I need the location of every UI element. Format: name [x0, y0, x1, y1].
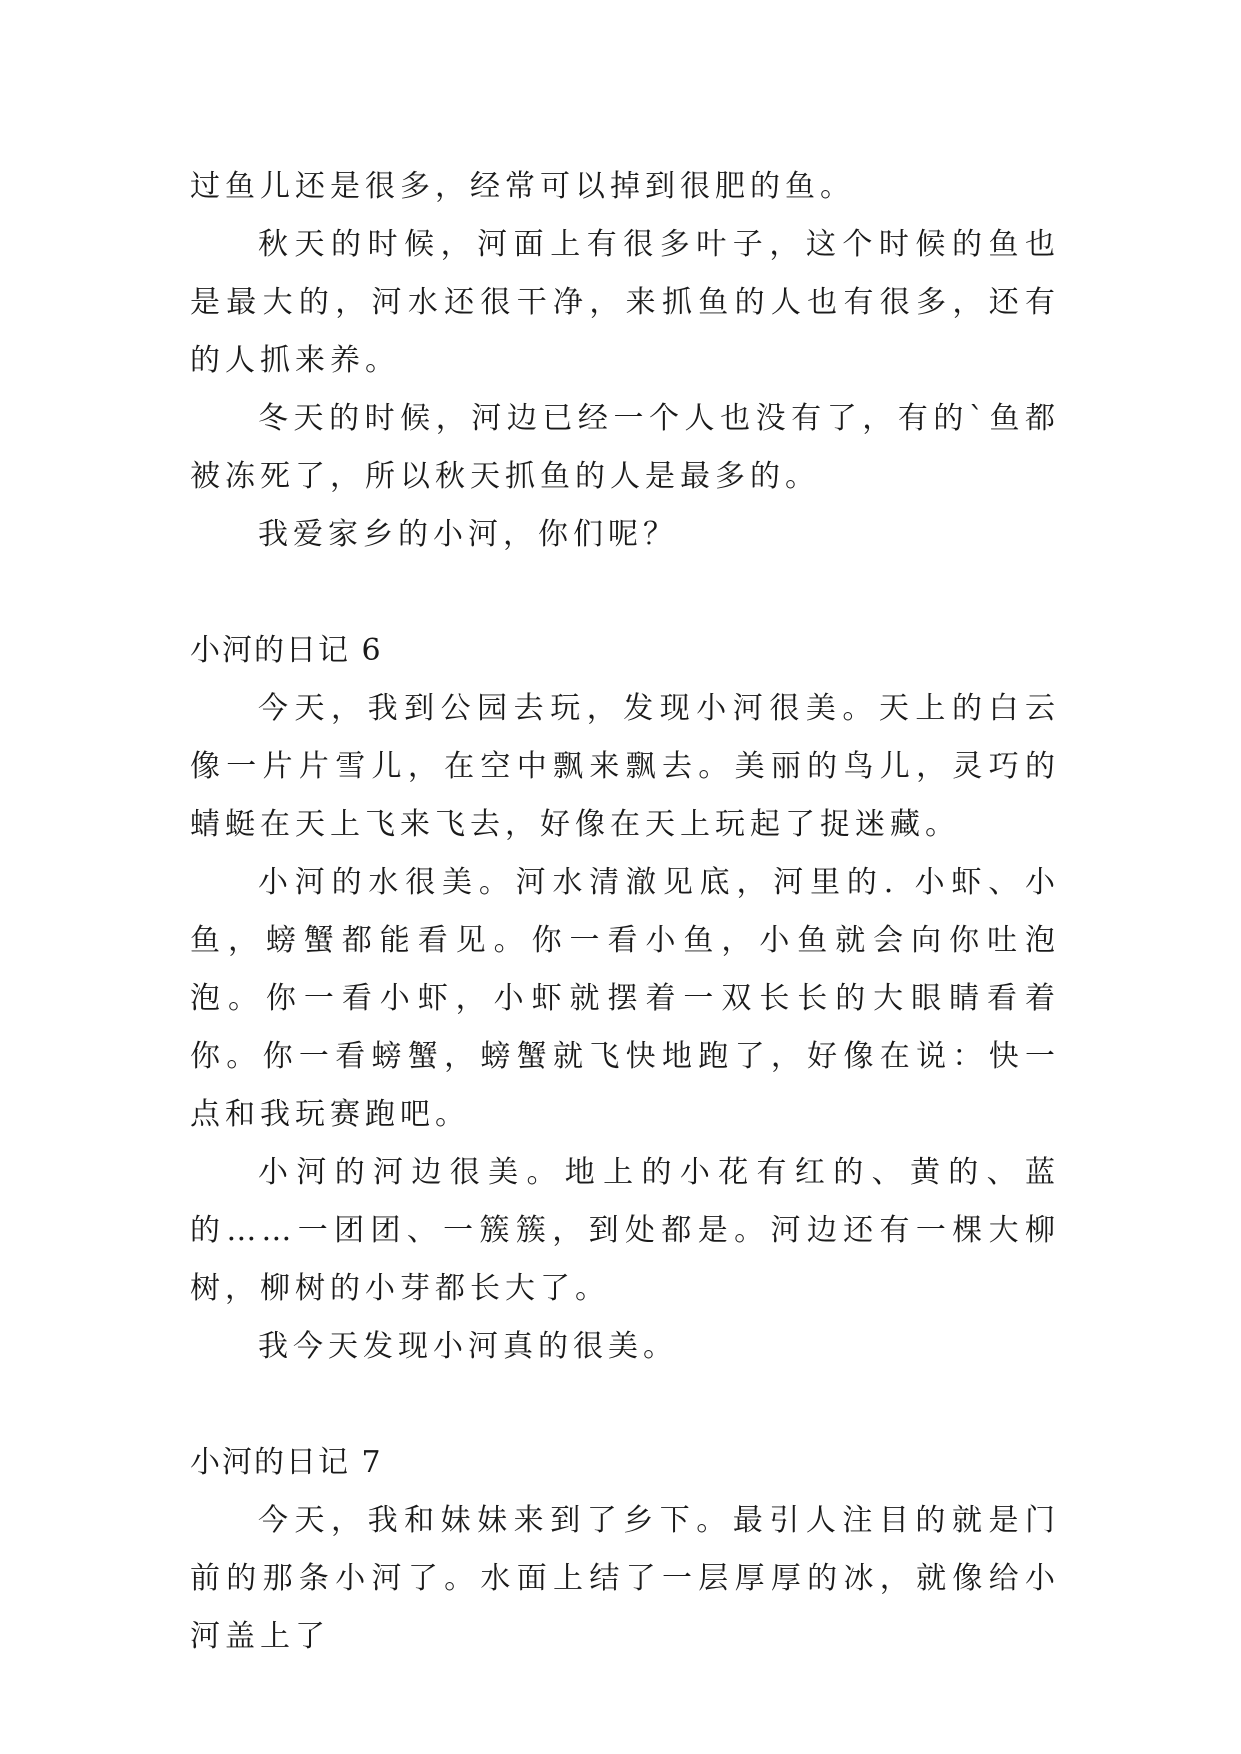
paragraph: 我今天发现小河真的很美。 [258, 1329, 678, 1364]
document-body [190, 158, 1060, 1666]
paragraph: 秋天的时候，河面上有很多叶子，这个时候的鱼也是最大的，河水还很干净，来抓鱼的人也有很多，还有的人抓来养。 [190, 227, 1060, 378]
paragraph: 今天，我和妹妹来到了乡下。最引人注目的就是门前的那条小河了。水面上结了一层厚厚的冰，就像给小河盖上了 [190, 1503, 1060, 1654]
paragraph: 过鱼儿还是很多，经常可以掉到很肥的鱼。 [190, 169, 855, 204]
section-spacer [190, 1376, 1060, 1434]
paragraph: 小河的河边很美。地上的小花有红的、黄的、蓝的……一团团、一簇簇，到处都是。河边还有一棵大柳树，柳树的小芽都长大了。 [190, 1155, 1060, 1306]
section-title: 小河的日记 7 [190, 1445, 383, 1480]
paragraph: 冬天的时候，河边已经一个人也没有了，有的`鱼都被冻死了，所以秋天抓鱼的人是最多的。 [190, 401, 1060, 494]
section-title: 小河的日记 6 [190, 633, 383, 668]
section-spacer [190, 564, 1060, 622]
paragraph: 我爱家乡的小河，你们呢？ [258, 517, 678, 552]
paragraph: 今天，我到公园去玩，发现小河很美。天上的白云像一片片雪儿，在空中飘来飘去。美丽的鸟儿，灵巧的蜻蜓在天上飞来飞去，好像在天上玩起了捉迷藏。 [190, 691, 1060, 842]
paragraph: 小河的水很美。河水清澈见底，河里的. 小虾、小鱼，螃蟹都能看见。你一看小鱼，小鱼就会向你吐泡泡。你一看小虾，小虾就摆着一双长长的大眼睛看着你。你一看螃蟹，螃蟹就飞快地跑了，好像在说：快一点和我玩赛跑吧。 [190, 865, 1060, 1132]
